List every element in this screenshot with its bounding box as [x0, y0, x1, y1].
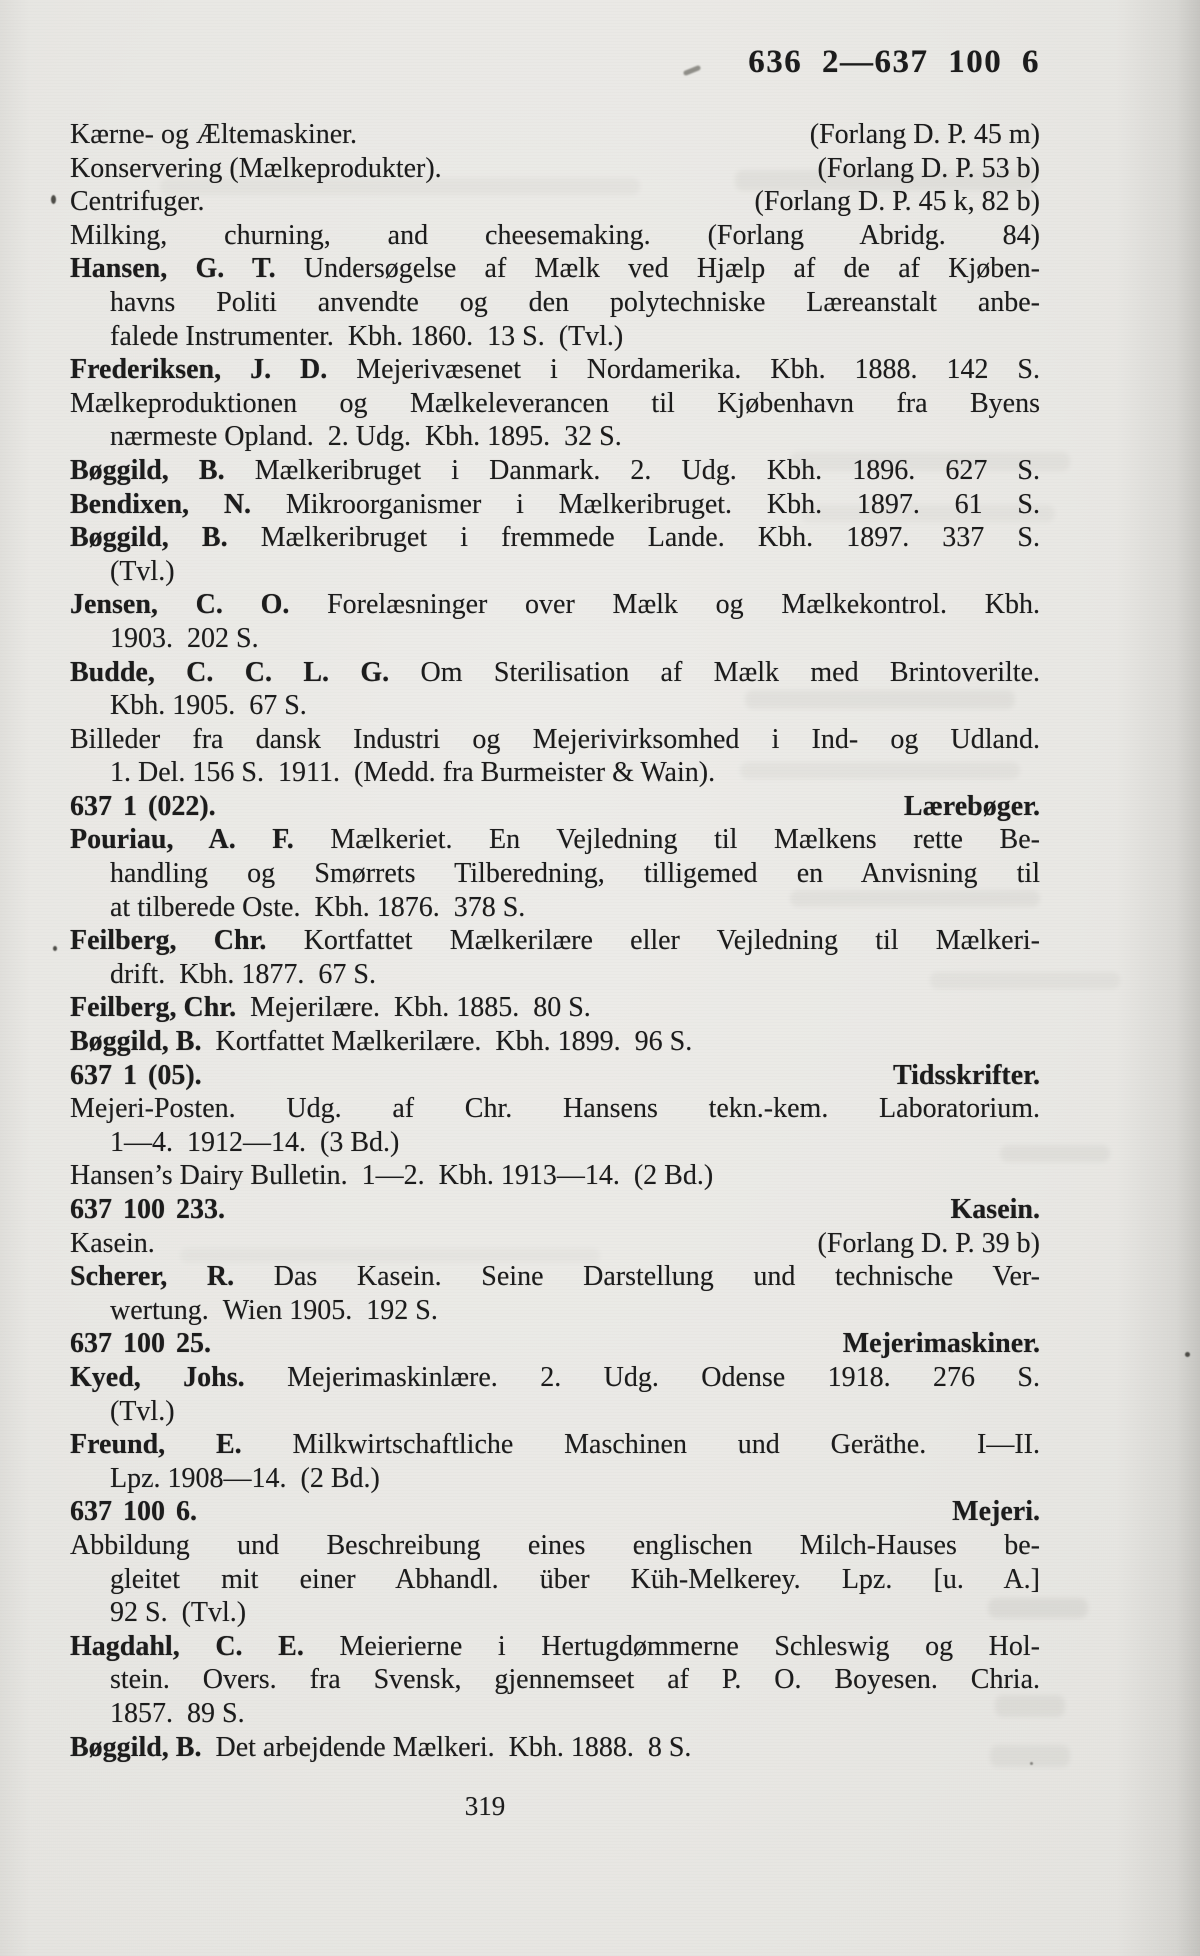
text-line	[70, 1596, 1040, 1630]
text-line	[70, 891, 1040, 925]
text-line	[70, 622, 1040, 656]
entry-author-or-code: Bøggild, B.	[70, 454, 225, 486]
text-line	[70, 656, 1040, 690]
text-line	[70, 1462, 1040, 1496]
ink-speck	[1185, 1352, 1190, 1357]
entry-author-or-code: Hansen, G. T.	[70, 253, 276, 285]
entry-author-or-code: Bendixen, N.	[70, 488, 252, 520]
entry-text: Hansen’s Dairy Bulletin. 1—2. Kbh. 1913—14. (2 Bd.)	[70, 1160, 714, 1192]
text-line	[70, 152, 1040, 186]
text-line	[70, 1092, 1040, 1126]
section-title: Mejeri.	[952, 1496, 1040, 1528]
entry-left	[70, 118, 357, 152]
section-title: Mejerimaskiner.	[842, 1328, 1040, 1360]
text-line	[70, 1126, 1040, 1160]
text-line	[70, 1697, 1040, 1731]
text-line	[70, 521, 1040, 555]
entry-text: Det arbejdende Mælkeri. Kbh. 1888. 8 S.	[201, 1731, 692, 1763]
section-title: Kasein.	[950, 1194, 1040, 1225]
text-line	[70, 118, 1040, 152]
entry-text: Das Kasein. Seine Darstellung und technische Ver-	[234, 1261, 1040, 1293]
entry-text: 1857. 89 S.	[110, 1697, 245, 1729]
entry-text: Forelæsninger over Mælk og Mælkekontrol. Kbh.	[289, 589, 1040, 621]
section-code	[70, 1059, 202, 1093]
page-header-classification: 636 2—637 100 6	[748, 44, 1040, 80]
entry-text: drift. Kbh. 1877. 67 S.	[110, 958, 376, 990]
entry-author-or-code: Feilberg, Chr.	[70, 992, 237, 1024]
text-line	[70, 555, 1040, 589]
entry-text: Undersøgelse af Mælk ved Hjælp af de af Kjøben-	[275, 253, 1040, 285]
text-line	[70, 1663, 1040, 1697]
entry-text: Mejerimaskinlære. 2. Udg. Odense 1918. 276 S.	[244, 1361, 1040, 1393]
entry-text: at tilberede Oste. Kbh. 1876. 378 S.	[110, 891, 526, 923]
text-line	[70, 991, 1040, 1025]
entry-text: Om Sterilisation af Mælk med Brintoverilte.	[389, 656, 1041, 688]
text-line	[70, 1428, 1040, 1462]
entry-author-or-code: Feilberg, Chr.	[70, 925, 267, 957]
text-line	[70, 958, 1040, 992]
entry-author-or-code: Bøggild, B.	[70, 522, 228, 554]
entry-text: (Tvl.)	[110, 1395, 175, 1427]
text-line	[70, 1529, 1040, 1563]
entry-text: nærmeste Opland. 2. Udg. Kbh. 1895. 32 S.	[110, 421, 622, 453]
entry-text: Kasein.	[70, 1227, 155, 1259]
text-line	[70, 1159, 1040, 1193]
text-line	[70, 252, 1040, 286]
entry-text: Kortfattet Mælkerilære eller Vejledning til Mælkeri-	[266, 925, 1040, 957]
text-line	[70, 1025, 1040, 1059]
entry-text: handling og Smørrets Tilberedning, tilligemed en Anvisning til	[110, 858, 1040, 890]
entry-text: Mikroorganismer i Mælkeribruget. Kbh. 1897. 61 S.	[251, 488, 1040, 520]
section-code	[70, 790, 216, 824]
entry-author-or-code: Bøggild, B.	[70, 1731, 202, 1763]
entry-text: 92 S. (Tvl.)	[110, 1597, 247, 1629]
entry-author-or-code: Pouriau, A. F.	[70, 824, 294, 856]
ink-speck	[53, 946, 57, 951]
text-line	[70, 1731, 1040, 1765]
entry-author-or-code: Bøggild, B.	[70, 1026, 202, 1058]
section-heading-line	[70, 1327, 1040, 1361]
entry-text: havns Politi anvendte og den polytechniske Læreanstalt anbe-	[110, 286, 1040, 318]
entry-text: Kærne- og Æltemaskiner.	[70, 119, 357, 150]
entry-text: Mejerilære. Kbh. 1885. 80 S.	[236, 992, 591, 1024]
page-number: 319	[464, 1791, 506, 1821]
text-block	[70, 118, 1040, 1764]
entry-text: Mælkeriet. En Vejledning til Mælkens rette Be-	[293, 824, 1040, 856]
entry-text: Lpz. 1908—14. (2 Bd.)	[110, 1462, 380, 1494]
entry-text: Billeder fra dansk Industri og Mejerivirksomhed i Ind- og Udland.	[70, 723, 1040, 755]
entry-author-or-code: Frederiksen, J. D.	[70, 354, 328, 386]
section-code	[70, 1495, 197, 1529]
section-heading-line	[70, 1193, 1040, 1227]
section-heading-line	[70, 1495, 1040, 1529]
text-line	[70, 1260, 1040, 1294]
entry-author-or-code: 637 1 (05).	[70, 1059, 202, 1091]
entry-text: 1—4. 1912—14. (3 Bd.)	[110, 1126, 400, 1158]
entry-text: Meierierne i Hertugdømmerne Schleswig og Hol-	[303, 1630, 1040, 1662]
entry-author-or-code: Scherer, R.	[70, 1261, 235, 1293]
entry-author-or-code: Jensen, C. O.	[70, 589, 290, 621]
entry-author-or-code: Budde, C. C. L. G.	[70, 656, 390, 688]
section-heading-line	[70, 790, 1040, 824]
text-line	[70, 723, 1040, 757]
entry-author-or-code: Kyed, Johs.	[70, 1361, 245, 1393]
text-line	[70, 387, 1040, 421]
entry-text: Kortfattet Mælkerilære. Kbh. 1899. 96 S.	[201, 1026, 693, 1058]
text-line	[70, 1227, 1040, 1261]
entry-text: falede Instrumenter. Kbh. 1860. 13 S. (Tvl.)	[110, 320, 624, 352]
entry-left	[70, 185, 205, 219]
text-line	[70, 454, 1040, 488]
entry-text: Centrifuger.	[70, 186, 205, 218]
patent-reference: (Forlang D. P. 39 b)	[817, 1227, 1040, 1259]
section-heading-line	[70, 1059, 1040, 1093]
text-line	[70, 286, 1040, 320]
entry-text: stein. Overs. fra Svensk, gjennemseet af P. O. Boyesen. Chria.	[110, 1664, 1040, 1696]
entry-left	[70, 1227, 155, 1261]
entry-author-or-code: 637 100 25.	[70, 1328, 211, 1360]
entry-author-or-code: 637 1 (022).	[70, 790, 216, 822]
patent-reference: (Forlang D. P. 53 b)	[817, 152, 1040, 184]
entry-text: 1. Del. 156 S. 1911. (Medd. fra Burmeister & Wain).	[110, 757, 716, 789]
section-code	[70, 1327, 211, 1361]
text-line	[70, 756, 1040, 790]
entry-text: Mælkeribruget i Danmark. 2. Udg. Kbh. 1896. 627 S.	[224, 454, 1041, 486]
patent-reference: (Forlang D. P. 45 k, 82 b)	[754, 186, 1040, 218]
entry-text: Mejerivæsenet i Nordamerika. Kbh. 1888. 142 S.	[327, 354, 1040, 386]
text-line	[70, 1361, 1040, 1395]
text-line	[70, 353, 1040, 387]
entry-left	[70, 152, 442, 186]
entry-text: (Tvl.)	[110, 555, 175, 587]
entry-author-or-code: 637 100 6.	[70, 1496, 197, 1528]
entry-text: 1903. 202 S.	[110, 622, 259, 654]
entry-text: Milkwirtschaftliche Maschinen und Geräthe. I—II.	[241, 1429, 1040, 1461]
entry-text: wertung. Wien 1905. 192 S.	[110, 1294, 438, 1326]
entry-text: Milking, churning, and cheesemaking. (Forlang Abridg. 84)	[70, 219, 1040, 251]
text-line	[70, 420, 1040, 454]
text-line	[70, 1630, 1040, 1664]
entry-text: Mejeri-Posten. Udg. af Chr. Hansens tekn.-kem. Laboratorium.	[70, 1093, 1040, 1125]
text-line	[70, 320, 1040, 354]
entry-text: Kbh. 1905. 67 S.	[110, 690, 307, 722]
section-title: Lærebøger.	[903, 790, 1040, 822]
entry-text: gleitet mit einer Abhandl. über Küh-Melkerey. Lpz. [u. A.]	[110, 1563, 1040, 1595]
ink-speck	[51, 195, 56, 204]
text-line	[70, 488, 1040, 522]
section-title: Tidsskrifter.	[892, 1059, 1040, 1091]
text-line	[70, 185, 1040, 219]
entry-text: Abbildung und Beschreibung eines englischen Milch-Hauses be-	[70, 1529, 1040, 1561]
text-line	[70, 924, 1040, 958]
text-line	[70, 1563, 1040, 1597]
entry-text: Konservering (Mælkeprodukter).	[70, 152, 442, 184]
entry-text: Mælkeproduktionen og Mælkeleverancen til Kjøbenhavn fra Byens	[70, 387, 1040, 419]
patent-reference: (Forlang D. P. 45 m)	[809, 119, 1040, 150]
text-line	[70, 219, 1040, 253]
section-code	[70, 1193, 225, 1227]
entry-author-or-code: 637 100 233.	[70, 1194, 225, 1225]
text-line	[70, 823, 1040, 857]
text-line	[70, 1395, 1040, 1429]
entry-author-or-code: Freund, E.	[70, 1429, 242, 1461]
text-line	[70, 857, 1040, 891]
text-line	[70, 1294, 1040, 1328]
entry-text: Mælkeribruget i fremmede Lande. Kbh. 1897. 337 S.	[227, 522, 1041, 554]
text-line	[70, 588, 1040, 622]
text-line	[70, 689, 1040, 723]
entry-author-or-code: Hagdahl, C. E.	[70, 1630, 304, 1662]
